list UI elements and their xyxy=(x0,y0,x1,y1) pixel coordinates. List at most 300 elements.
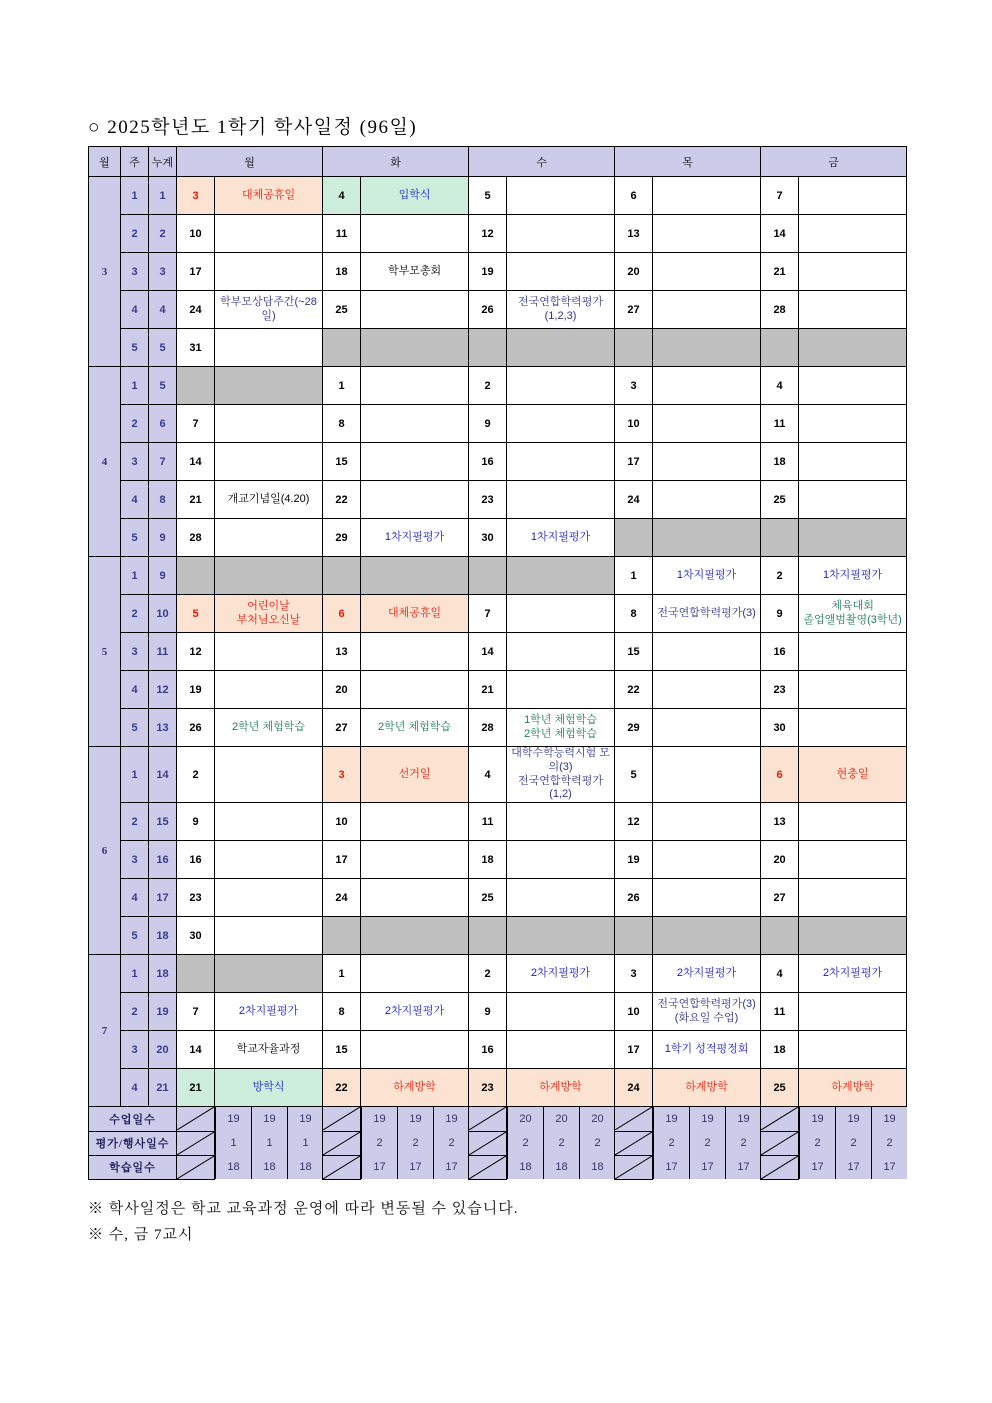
calendar-week-row xyxy=(89,367,907,405)
day-number: 25 xyxy=(761,1069,799,1107)
day-event-empty xyxy=(215,917,323,955)
day-number: 27 xyxy=(761,879,799,917)
day-number xyxy=(323,917,361,955)
day-number: 21 xyxy=(469,671,507,709)
day-event-empty xyxy=(507,329,615,367)
cumulative-week: 18 xyxy=(149,917,177,955)
day-number: 5 xyxy=(177,595,215,633)
day-number: 27 xyxy=(323,709,361,747)
header-day-4: 금 xyxy=(761,147,907,177)
week-number: 3 xyxy=(121,633,149,671)
week-number: 5 xyxy=(121,917,149,955)
cumulative-week: 18 xyxy=(149,955,177,993)
summary-value: 2 xyxy=(580,1131,615,1155)
calendar-summary xyxy=(89,1107,907,1180)
summary-value: 20 xyxy=(580,1107,615,1131)
day-event-empty xyxy=(799,291,907,329)
summary-label: 수업일수 xyxy=(89,1107,177,1132)
day-event: 체육대회 졸업앨범촬영(3학년) xyxy=(799,595,907,633)
day-number xyxy=(177,367,215,405)
day-event-empty xyxy=(507,879,615,917)
summary-value: 18 xyxy=(288,1155,323,1179)
day-event: 개교기념일(4.20) xyxy=(215,481,323,519)
day-event-empty xyxy=(653,215,761,253)
summary-row xyxy=(89,1155,907,1179)
day-number xyxy=(615,917,653,955)
cumulative-week: 15 xyxy=(149,803,177,841)
day-number xyxy=(761,329,799,367)
summary-slash-cell xyxy=(761,1155,799,1179)
week-number: 2 xyxy=(121,803,149,841)
day-number: 24 xyxy=(615,1069,653,1107)
day-event-empty xyxy=(507,1031,615,1069)
week-number: 2 xyxy=(121,405,149,443)
day-number: 15 xyxy=(615,633,653,671)
day-number: 10 xyxy=(323,803,361,841)
summary-slash-cell xyxy=(323,1131,361,1155)
summary-values-group xyxy=(361,1131,469,1155)
day-number xyxy=(177,955,215,993)
day-event: 학부모상담주간(~28일) xyxy=(215,291,323,329)
summary-values-group xyxy=(215,1155,323,1179)
summary-value: 18 xyxy=(544,1155,580,1179)
cumulative-week: 6 xyxy=(149,405,177,443)
day-event: 대체공휴일 xyxy=(215,177,323,215)
day-number: 17 xyxy=(323,841,361,879)
day-event-empty xyxy=(215,557,323,595)
calendar-week-row xyxy=(89,671,907,709)
week-number: 4 xyxy=(121,291,149,329)
cumulative-week: 10 xyxy=(149,595,177,633)
cumulative-week: 19 xyxy=(149,993,177,1031)
day-number: 30 xyxy=(761,709,799,747)
day-number: 18 xyxy=(323,253,361,291)
day-event-empty xyxy=(507,841,615,879)
summary-values-group xyxy=(799,1131,907,1155)
day-number: 18 xyxy=(469,841,507,879)
calendar-week-row xyxy=(89,215,907,253)
cumulative-week: 8 xyxy=(149,481,177,519)
cumulative-week: 9 xyxy=(149,557,177,595)
day-number: 13 xyxy=(615,215,653,253)
day-number: 10 xyxy=(177,215,215,253)
day-number: 18 xyxy=(761,1031,799,1069)
cumulative-week: 17 xyxy=(149,879,177,917)
cumulative-week: 11 xyxy=(149,633,177,671)
day-number: 14 xyxy=(469,633,507,671)
day-event-empty xyxy=(215,519,323,557)
footnote-1: ※ 학사일정은 학교 교육과정 운영에 따라 변동될 수 있습니다. xyxy=(88,1201,519,1217)
day-event-empty xyxy=(653,177,761,215)
day-event: 학교자율과정 xyxy=(215,1031,323,1069)
day-number: 24 xyxy=(177,291,215,329)
day-number: 28 xyxy=(177,519,215,557)
summary-slash-cell xyxy=(469,1131,507,1155)
day-number: 6 xyxy=(761,747,799,803)
month-label-3: 3 xyxy=(89,177,121,367)
summary-label: 평가/행사일수 xyxy=(89,1131,177,1155)
day-event-empty xyxy=(799,329,907,367)
day-number: 14 xyxy=(761,215,799,253)
summary-value: 19 xyxy=(726,1107,761,1131)
summary-values-group xyxy=(507,1131,615,1155)
day-number: 12 xyxy=(469,215,507,253)
week-number: 5 xyxy=(121,709,149,747)
summary-value: 18 xyxy=(580,1155,615,1179)
day-number: 15 xyxy=(323,443,361,481)
summary-value: 17 xyxy=(690,1155,726,1179)
summary-slash-cell xyxy=(323,1107,361,1132)
calendar-body xyxy=(89,177,907,1107)
summary-value: 19 xyxy=(398,1107,434,1131)
day-event-empty xyxy=(799,481,907,519)
day-event-empty xyxy=(799,367,907,405)
summary-value: 19 xyxy=(654,1107,690,1131)
day-event-empty xyxy=(215,747,323,803)
day-number: 2 xyxy=(177,747,215,803)
week-number: 5 xyxy=(121,519,149,557)
summary-value: 17 xyxy=(398,1155,434,1179)
day-number: 8 xyxy=(615,595,653,633)
calendar-week-row xyxy=(89,177,907,215)
week-number: 2 xyxy=(121,993,149,1031)
day-number: 14 xyxy=(177,1031,215,1069)
day-event-empty xyxy=(361,557,469,595)
summary-slash-cell xyxy=(615,1131,653,1155)
summary-value: 19 xyxy=(800,1107,836,1131)
day-number: 11 xyxy=(323,215,361,253)
day-number: 22 xyxy=(323,481,361,519)
day-number: 20 xyxy=(761,841,799,879)
day-event-empty xyxy=(215,405,323,443)
summary-value: 2 xyxy=(544,1131,580,1155)
day-event-empty xyxy=(361,291,469,329)
cumulative-week: 16 xyxy=(149,841,177,879)
day-event-empty xyxy=(799,177,907,215)
day-number xyxy=(469,557,507,595)
day-event-empty xyxy=(215,671,323,709)
calendar-week-row xyxy=(89,709,907,747)
day-number: 21 xyxy=(177,481,215,519)
day-event-empty xyxy=(215,803,323,841)
header-day-1: 화 xyxy=(323,147,469,177)
day-number: 3 xyxy=(177,177,215,215)
day-number: 12 xyxy=(615,803,653,841)
day-event-empty xyxy=(799,1031,907,1069)
summary-row xyxy=(89,1107,907,1132)
day-event-empty xyxy=(361,803,469,841)
day-event: 전국연합학력평가(1,2,3) xyxy=(507,291,615,329)
day-event-empty xyxy=(799,443,907,481)
day-event: 2학년 체험학습 xyxy=(361,709,469,747)
day-event-empty xyxy=(653,519,761,557)
day-number: 10 xyxy=(615,993,653,1031)
summary-value: 19 xyxy=(252,1107,288,1131)
day-number: 17 xyxy=(615,443,653,481)
summary-value: 1 xyxy=(216,1131,252,1155)
summary-value: 2 xyxy=(654,1131,690,1155)
day-event: 입학식 xyxy=(361,177,469,215)
summary-value: 1 xyxy=(252,1131,288,1155)
week-number: 4 xyxy=(121,481,149,519)
summary-value: 20 xyxy=(508,1107,544,1131)
day-event: 2차지필평가 xyxy=(799,955,907,993)
summary-value: 17 xyxy=(362,1155,398,1179)
summary-value: 19 xyxy=(216,1107,252,1131)
summary-slash-cell xyxy=(177,1131,215,1155)
day-number: 9 xyxy=(761,595,799,633)
day-number: 19 xyxy=(615,841,653,879)
day-number: 25 xyxy=(323,291,361,329)
day-event-empty xyxy=(799,519,907,557)
header-day-0: 월 xyxy=(177,147,323,177)
day-number: 16 xyxy=(761,633,799,671)
day-number: 23 xyxy=(469,1069,507,1107)
day-event: 방학식 xyxy=(215,1069,323,1107)
day-number: 4 xyxy=(469,747,507,803)
week-number: 2 xyxy=(121,215,149,253)
calendar-week-row xyxy=(89,557,907,595)
day-number: 11 xyxy=(761,993,799,1031)
day-event-empty xyxy=(653,633,761,671)
calendar-week-row xyxy=(89,1069,907,1107)
summary-value: 19 xyxy=(836,1107,872,1131)
day-event-empty xyxy=(653,671,761,709)
day-event: 1차지필평가 xyxy=(653,557,761,595)
summary-value: 19 xyxy=(362,1107,398,1131)
day-event: 2차지필평가 xyxy=(215,993,323,1031)
day-event-empty xyxy=(653,253,761,291)
day-number: 8 xyxy=(323,405,361,443)
day-number: 20 xyxy=(615,253,653,291)
summary-values-group xyxy=(215,1107,323,1132)
day-number: 15 xyxy=(323,1031,361,1069)
day-number: 11 xyxy=(469,803,507,841)
day-event-empty xyxy=(361,215,469,253)
header-day-2: 수 xyxy=(469,147,615,177)
summary-values-group xyxy=(507,1107,615,1132)
footnote-2: ※ 수, 금 7교시 xyxy=(88,1227,194,1244)
page-title: ○ 2025학년도 1학기 학사일정 (96일) xyxy=(88,117,418,138)
week-number: 5 xyxy=(121,329,149,367)
day-number: 18 xyxy=(761,443,799,481)
day-event-empty xyxy=(361,633,469,671)
day-number: 30 xyxy=(469,519,507,557)
day-number: 22 xyxy=(615,671,653,709)
day-event-empty xyxy=(215,841,323,879)
summary-values-group xyxy=(799,1155,907,1179)
summary-values-group xyxy=(361,1155,469,1179)
cumulative-week: 9 xyxy=(149,519,177,557)
day-number: 17 xyxy=(615,1031,653,1069)
summary-slash-cell xyxy=(761,1131,799,1155)
day-number: 7 xyxy=(177,993,215,1031)
calendar-week-row xyxy=(89,291,907,329)
day-number: 6 xyxy=(323,595,361,633)
day-event-empty xyxy=(361,405,469,443)
day-number: 3 xyxy=(615,367,653,405)
summary-slash-cell xyxy=(615,1107,653,1132)
summary-slash-cell xyxy=(177,1107,215,1132)
day-event-empty xyxy=(799,917,907,955)
week-number: 3 xyxy=(121,253,149,291)
day-number: 22 xyxy=(323,1069,361,1107)
day-number: 1 xyxy=(615,557,653,595)
day-number: 11 xyxy=(761,405,799,443)
header-cumulative: 누계 xyxy=(149,147,177,177)
day-number xyxy=(761,519,799,557)
day-event-empty xyxy=(799,633,907,671)
day-event: 2차지필평가 xyxy=(507,955,615,993)
day-event-empty xyxy=(361,481,469,519)
day-number: 29 xyxy=(323,519,361,557)
day-number: 3 xyxy=(615,955,653,993)
day-event-empty xyxy=(215,329,323,367)
day-number: 7 xyxy=(761,177,799,215)
calendar-week-row xyxy=(89,253,907,291)
day-number: 9 xyxy=(469,993,507,1031)
day-number: 13 xyxy=(323,633,361,671)
day-number: 14 xyxy=(177,443,215,481)
day-event-empty xyxy=(653,443,761,481)
cumulative-week: 20 xyxy=(149,1031,177,1069)
summary-value: 17 xyxy=(836,1155,872,1179)
summary-slash-cell xyxy=(177,1155,215,1179)
summary-slash-cell xyxy=(469,1155,507,1179)
day-number: 24 xyxy=(615,481,653,519)
calendar-week-row xyxy=(89,481,907,519)
day-number: 9 xyxy=(469,405,507,443)
header-month: 월 xyxy=(89,147,121,177)
cumulative-week: 12 xyxy=(149,671,177,709)
day-event-empty xyxy=(507,481,615,519)
summary-value: 2 xyxy=(690,1131,726,1155)
summary-value: 2 xyxy=(508,1131,544,1155)
day-number: 26 xyxy=(469,291,507,329)
calendar-week-row xyxy=(89,955,907,993)
day-event-empty xyxy=(361,367,469,405)
day-number: 28 xyxy=(469,709,507,747)
week-number: 1 xyxy=(121,177,149,215)
calendar-week-row xyxy=(89,841,907,879)
calendar-week-row xyxy=(89,633,907,671)
day-event-empty xyxy=(799,405,907,443)
day-number xyxy=(615,329,653,367)
summary-row xyxy=(89,1131,907,1155)
summary-value: 2 xyxy=(800,1131,836,1155)
summary-value: 17 xyxy=(800,1155,836,1179)
day-number: 23 xyxy=(469,481,507,519)
cumulative-week: 3 xyxy=(149,253,177,291)
day-number: 16 xyxy=(469,443,507,481)
calendar-week-row xyxy=(89,405,907,443)
week-number: 3 xyxy=(121,443,149,481)
day-event-empty xyxy=(507,671,615,709)
summary-values-group xyxy=(361,1107,469,1132)
day-event-empty xyxy=(799,709,907,747)
cumulative-week: 14 xyxy=(149,747,177,803)
summary-value: 17 xyxy=(434,1155,469,1179)
summary-slash-cell xyxy=(615,1155,653,1179)
summary-slash-cell xyxy=(761,1107,799,1132)
summary-values-group xyxy=(653,1131,761,1155)
day-number: 19 xyxy=(469,253,507,291)
day-number: 9 xyxy=(177,803,215,841)
cumulative-week: 5 xyxy=(149,329,177,367)
calendar-week-row xyxy=(89,747,907,803)
summary-value: 2 xyxy=(872,1131,907,1155)
day-number: 31 xyxy=(177,329,215,367)
calendar-week-row xyxy=(89,917,907,955)
day-number: 23 xyxy=(177,879,215,917)
week-number: 1 xyxy=(121,557,149,595)
day-number: 26 xyxy=(615,879,653,917)
cumulative-week: 4 xyxy=(149,291,177,329)
day-event-empty xyxy=(799,215,907,253)
summary-value: 17 xyxy=(872,1155,907,1179)
day-event: 1학년 체험학습 2학년 체험학습 xyxy=(507,709,615,747)
day-number: 6 xyxy=(615,177,653,215)
day-event-empty xyxy=(653,481,761,519)
day-event: 2학년 체험학습 xyxy=(215,709,323,747)
day-number: 1 xyxy=(323,955,361,993)
day-number xyxy=(177,557,215,595)
day-event-empty xyxy=(215,955,323,993)
day-event-empty xyxy=(507,917,615,955)
day-number: 8 xyxy=(323,993,361,1031)
day-number: 23 xyxy=(761,671,799,709)
summary-value: 20 xyxy=(544,1107,580,1131)
summary-value: 18 xyxy=(252,1155,288,1179)
day-number: 13 xyxy=(761,803,799,841)
day-number: 5 xyxy=(469,177,507,215)
day-event-empty xyxy=(215,215,323,253)
day-event: 1학기 성적평정회 xyxy=(653,1031,761,1069)
summary-slash-cell xyxy=(469,1107,507,1132)
day-event-empty xyxy=(653,917,761,955)
day-number: 7 xyxy=(177,405,215,443)
summary-value: 2 xyxy=(362,1131,398,1155)
day-event-empty xyxy=(215,633,323,671)
calendar-week-row xyxy=(89,803,907,841)
day-event-empty xyxy=(361,329,469,367)
day-number xyxy=(469,329,507,367)
summary-values-group xyxy=(507,1155,615,1179)
day-number: 24 xyxy=(323,879,361,917)
day-event-empty xyxy=(653,709,761,747)
summary-value: 19 xyxy=(434,1107,469,1131)
calendar-week-row xyxy=(89,879,907,917)
summary-label: 학습일수 xyxy=(89,1155,177,1179)
day-number: 4 xyxy=(323,177,361,215)
summary-value: 18 xyxy=(216,1155,252,1179)
day-event-empty xyxy=(653,803,761,841)
day-number: 26 xyxy=(177,709,215,747)
calendar-week-row xyxy=(89,993,907,1031)
day-event-empty xyxy=(653,367,761,405)
day-event-empty xyxy=(507,633,615,671)
day-event: 하계방학 xyxy=(361,1069,469,1107)
summary-value: 1 xyxy=(288,1131,323,1155)
day-event-empty xyxy=(507,993,615,1031)
header-week: 주 xyxy=(121,147,149,177)
day-number: 10 xyxy=(615,405,653,443)
week-number: 4 xyxy=(121,671,149,709)
week-number: 1 xyxy=(121,955,149,993)
week-number: 3 xyxy=(121,1031,149,1069)
day-number: 4 xyxy=(761,367,799,405)
day-event-empty xyxy=(215,443,323,481)
